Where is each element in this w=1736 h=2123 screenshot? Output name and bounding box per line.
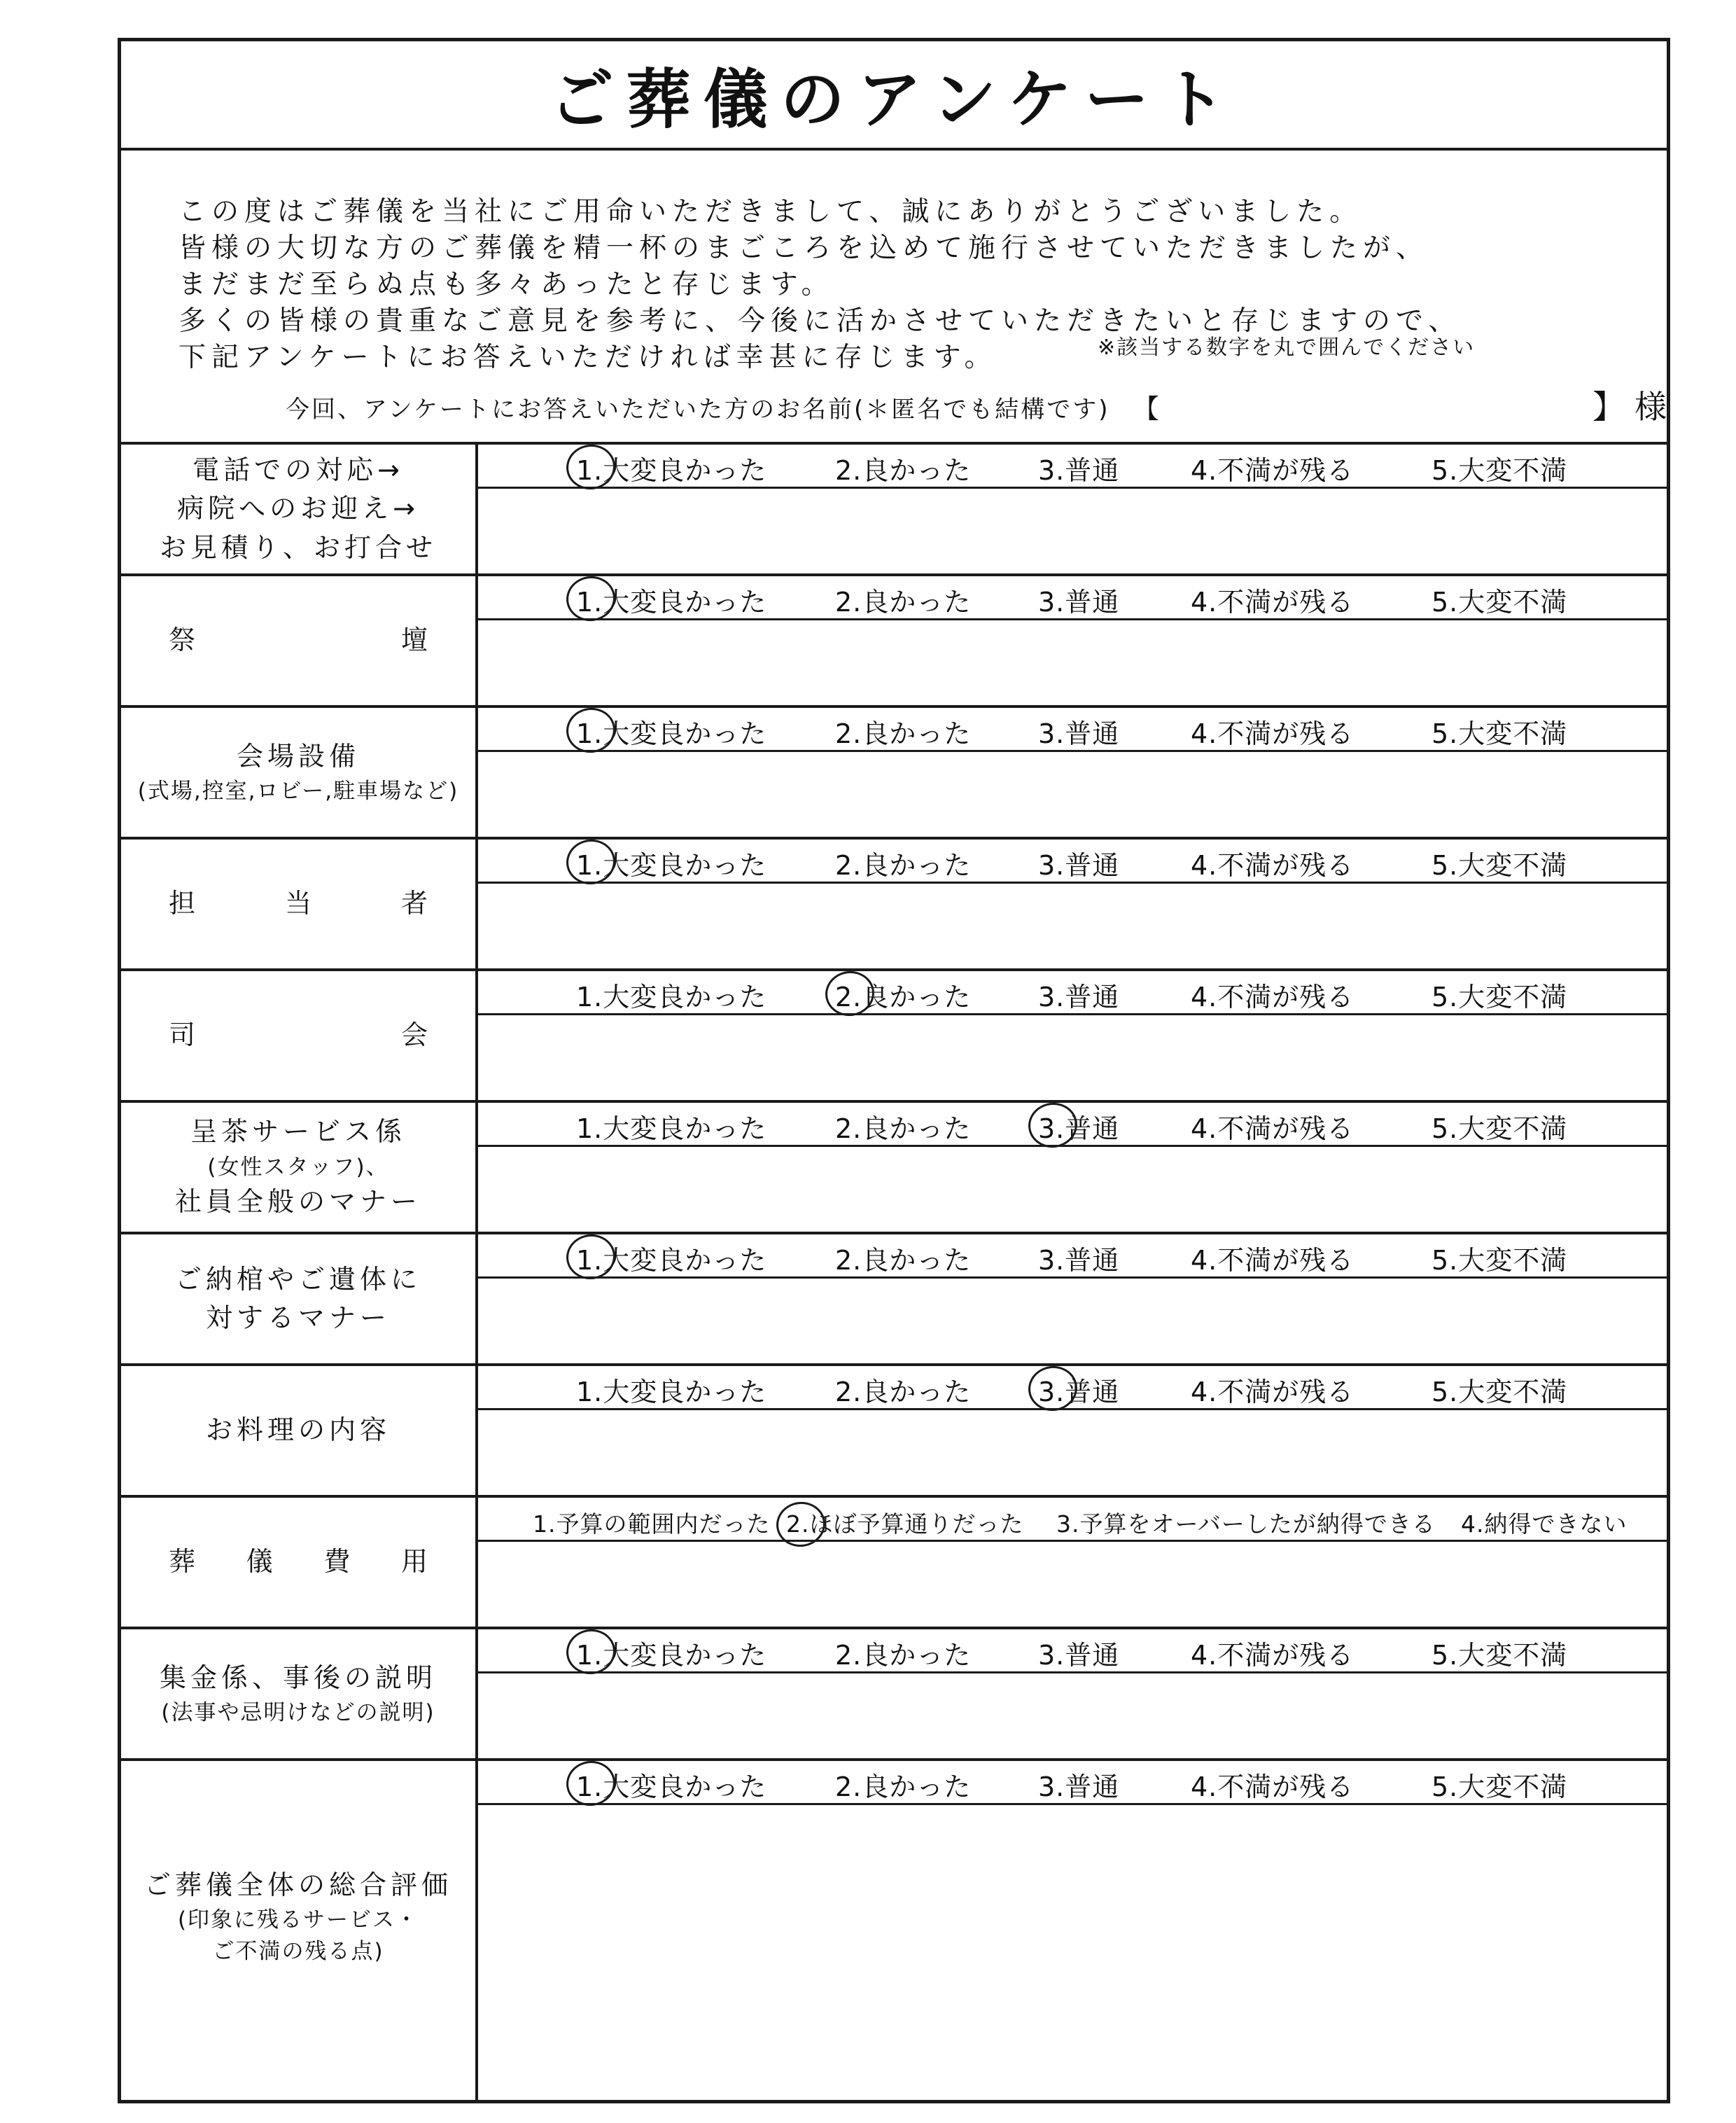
- survey-section: [121, 1761, 1667, 2100]
- rating-option-1[interactable]: 1.大変良かった: [576, 712, 766, 751]
- rating-option-4[interactable]: 4.不満が残る: [1191, 850, 1354, 881]
- section-label-line: (式場,控室,ロビー,駐車場など): [137, 779, 459, 805]
- rating-option-2[interactable]: 2.良かった: [835, 1377, 972, 1407]
- rating-option-1[interactable]: 1.大変良かった: [576, 1113, 767, 1144]
- bracket-close: 】: [1592, 388, 1625, 426]
- rating-option-1[interactable]: 1.予算の範囲内だった: [533, 1510, 771, 1538]
- survey-section: [121, 576, 1667, 708]
- rating-option-1[interactable]: 1.大変良かった: [576, 1765, 766, 1804]
- section-label-char: 祭: [169, 625, 196, 656]
- comment-line: [478, 487, 1667, 489]
- section-label-line: (法事や忌明けなどの説明): [161, 1700, 435, 1726]
- rating-option-4[interactable]: 4.納得できない: [1461, 1510, 1628, 1538]
- rating-option-2[interactable]: 2.良かった: [835, 1113, 972, 1144]
- rating-option-2[interactable]: 2.良かった: [835, 850, 972, 881]
- rating-option-1[interactable]: 1.大変良かった: [576, 1239, 766, 1277]
- section-label-line: 呈茶サービス係: [190, 1116, 406, 1148]
- section-label: [121, 1498, 475, 1627]
- section-label-char: 者: [400, 888, 428, 919]
- section-label-spread: [169, 884, 428, 923]
- rating-option-5[interactable]: 5.大変不満: [1432, 455, 1568, 486]
- instruction-note: ※該当する数字を丸で囲んでください: [1098, 335, 1476, 360]
- rating-option-1[interactable]: 1.大変良かった: [576, 982, 767, 1012]
- section-label-spread: [169, 1543, 428, 1581]
- rating-option-2[interactable]: 2.良かった: [835, 1772, 972, 1802]
- rating-option-3[interactable]: 3.普通: [1038, 718, 1120, 749]
- name-field-label: 今回、アンケートにお答えいただいた方のお名前(＊匿名でも結構です): [286, 396, 1110, 424]
- comment-line: [478, 1803, 1667, 1805]
- survey-section: [121, 840, 1667, 971]
- rating-option-5[interactable]: 5.大変不満: [1432, 1640, 1568, 1671]
- comment-line: [478, 1408, 1667, 1410]
- rating-option-5[interactable]: 5.大変不満: [1432, 982, 1568, 1012]
- section-label: [121, 1629, 475, 1758]
- name-bracket-close: [1583, 382, 1667, 428]
- rating-option-3[interactable]: 3.普通: [1038, 1772, 1120, 1802]
- rating-option-4[interactable]: 4.不満が残る: [1191, 1245, 1354, 1276]
- rating-sections: [121, 445, 1667, 2100]
- section-label-line: (印象に残るサービス・: [177, 1907, 419, 1933]
- section-label-line: 電話での対応→: [192, 454, 404, 486]
- rating-option-2[interactable]: 2.良かった: [835, 1245, 972, 1276]
- rating-option-1[interactable]: 1.大変良かった: [576, 1377, 767, 1407]
- rating-option-5[interactable]: 5.大変不満: [1432, 587, 1568, 618]
- rating-option-2[interactable]: 2.良かった: [835, 587, 972, 618]
- section-label-char: 当: [284, 888, 312, 919]
- rating-option-3[interactable]: 3.普通: [1038, 850, 1120, 881]
- section-label-char: 費: [323, 1546, 351, 1578]
- rating-option-5[interactable]: 5.大変不満: [1432, 1113, 1568, 1144]
- rating-option-4[interactable]: 4.不満が残る: [1191, 1772, 1354, 1802]
- comment-line: [478, 618, 1667, 620]
- rating-option-5[interactable]: 5.大変不満: [1432, 1245, 1568, 1276]
- survey-section: [121, 1103, 1667, 1234]
- rating-option-2[interactable]: 2.ほぼ予算通りだった: [786, 1506, 1024, 1539]
- section-label-line: 病院へのお迎え→: [177, 493, 419, 524]
- comment-line: [478, 882, 1667, 884]
- survey-section: [121, 1366, 1667, 1498]
- rating-option-3[interactable]: 3.予算をオーバーしたが納得できる: [1056, 1510, 1436, 1538]
- name-bracket-open: 【: [1133, 394, 1160, 424]
- section-label-line: 対するマナー: [205, 1302, 391, 1333]
- comment-line: [478, 750, 1667, 752]
- rating-option-2[interactable]: 2.良かった: [835, 975, 971, 1014]
- section-label-char: 用: [400, 1546, 428, 1578]
- rating-option-1[interactable]: 1.大変良かった: [576, 1634, 766, 1672]
- section-label-line: (女性スタッフ)、: [207, 1154, 389, 1180]
- section-label-char: 会: [400, 1019, 428, 1051]
- comment-line: [478, 1145, 1667, 1147]
- section-label: [121, 1366, 475, 1495]
- rating-option-2[interactable]: 2.良かった: [835, 455, 972, 486]
- survey-section: [121, 1629, 1667, 1761]
- section-label-spread: [169, 1016, 428, 1054]
- intro-line: この度はご葬儀を当社にご用命いただきまして、誠にありがとうございました。: [178, 196, 1363, 228]
- section-label: [121, 971, 475, 1100]
- rating-option-5[interactable]: 5.大変不満: [1432, 850, 1568, 881]
- rating-option-3[interactable]: 3.普通: [1038, 455, 1120, 486]
- section-label-char: 壇: [400, 625, 428, 656]
- page-title: ご葬儀のアンケート: [549, 62, 1239, 137]
- section-label-char: 儀: [246, 1546, 273, 1578]
- rating-option-4[interactable]: 4.不満が残る: [1191, 1377, 1354, 1407]
- name-suffix: 様: [1634, 388, 1667, 426]
- rating-option-5[interactable]: 5.大変不満: [1432, 1377, 1568, 1407]
- rating-option-4[interactable]: 4.不満が残る: [1191, 587, 1354, 618]
- section-label-line: お見積り、お打合せ: [159, 531, 437, 563]
- section-label-line: ご不満の残る点): [212, 1938, 384, 1964]
- rating-option-3[interactable]: 3.普通: [1038, 982, 1120, 1012]
- rating-option-1[interactable]: 1.大変良かった: [576, 580, 766, 619]
- rating-option-2[interactable]: 2.良かった: [835, 718, 972, 749]
- rating-option-3[interactable]: 3.普通: [1038, 1245, 1120, 1276]
- rating-option-4[interactable]: 4.不満が残る: [1191, 718, 1354, 749]
- comment-line: [478, 1013, 1667, 1015]
- survey-form: [118, 38, 1670, 2103]
- section-label-line: 会場設備: [236, 740, 360, 772]
- rating-option-5[interactable]: 5.大変不満: [1432, 1772, 1568, 1802]
- section-label-line: お料理の内容: [205, 1414, 391, 1446]
- section-label-spread: [169, 621, 428, 660]
- rating-option-1[interactable]: 1.大変良かった: [576, 844, 766, 882]
- intro-line: 下記アンケートにお答えいただければ幸甚に存じます。: [178, 342, 997, 373]
- intro-block: [121, 151, 1667, 445]
- rating-option-4[interactable]: 4.不満が残る: [1191, 982, 1354, 1012]
- section-label-line: 集金係、事後の説明: [159, 1662, 437, 1693]
- rating-option-1[interactable]: 1.大変良かった: [576, 449, 766, 487]
- comment-line: [478, 1276, 1667, 1279]
- survey-section: [121, 1234, 1667, 1366]
- section-label: [121, 1234, 475, 1363]
- title-row: [121, 41, 1667, 151]
- rating-option-4[interactable]: 4.不満が残る: [1191, 455, 1354, 486]
- intro-line: まだまだ至らぬ点も多々あったと存じます。: [178, 269, 834, 300]
- section-label-char: 司: [169, 1019, 196, 1051]
- section-label: [121, 708, 475, 837]
- rating-option-2[interactable]: 2.良かった: [835, 1640, 972, 1671]
- section-label-line: 社員全般のマナー: [174, 1186, 421, 1218]
- survey-section: [121, 708, 1667, 840]
- rating-option-3[interactable]: 3.普通: [1038, 1640, 1120, 1671]
- section-label: [121, 445, 475, 573]
- rating-option-3[interactable]: 3.普通: [1038, 1370, 1119, 1409]
- intro-line: 皆様の大切な方のご葬儀を精一杯のまごころを込めて施行させていただきましたが、: [178, 232, 1429, 264]
- section-label-char: 葬: [169, 1546, 196, 1578]
- section-label-line: ご納棺やご遺体に: [174, 1263, 421, 1295]
- section-label: [121, 1103, 475, 1232]
- comment-line: [478, 1671, 1667, 1673]
- comment-line: [478, 1540, 1667, 1542]
- survey-section: [121, 971, 1667, 1103]
- section-label: [121, 576, 475, 705]
- section-label-line: ご葬儀全体の総合評価: [144, 1869, 452, 1900]
- rating-option-3[interactable]: 3.普通: [1038, 587, 1120, 618]
- section-label: [121, 840, 475, 968]
- rating-option-5[interactable]: 5.大変不満: [1432, 718, 1568, 749]
- intro-line: 多くの皆様の貴重なご意見を参考に、今後に活かさせていただきたいと存じますので、: [178, 305, 1462, 337]
- rating-option-3[interactable]: 3.普通: [1038, 1107, 1119, 1146]
- rating-option-4[interactable]: 4.不満が残る: [1191, 1113, 1354, 1144]
- section-label: [121, 1761, 475, 2100]
- survey-section: [121, 445, 1667, 576]
- section-label-char: 担: [169, 888, 196, 919]
- survey-section: [121, 1498, 1667, 1629]
- rating-option-4[interactable]: 4.不満が残る: [1191, 1640, 1354, 1671]
